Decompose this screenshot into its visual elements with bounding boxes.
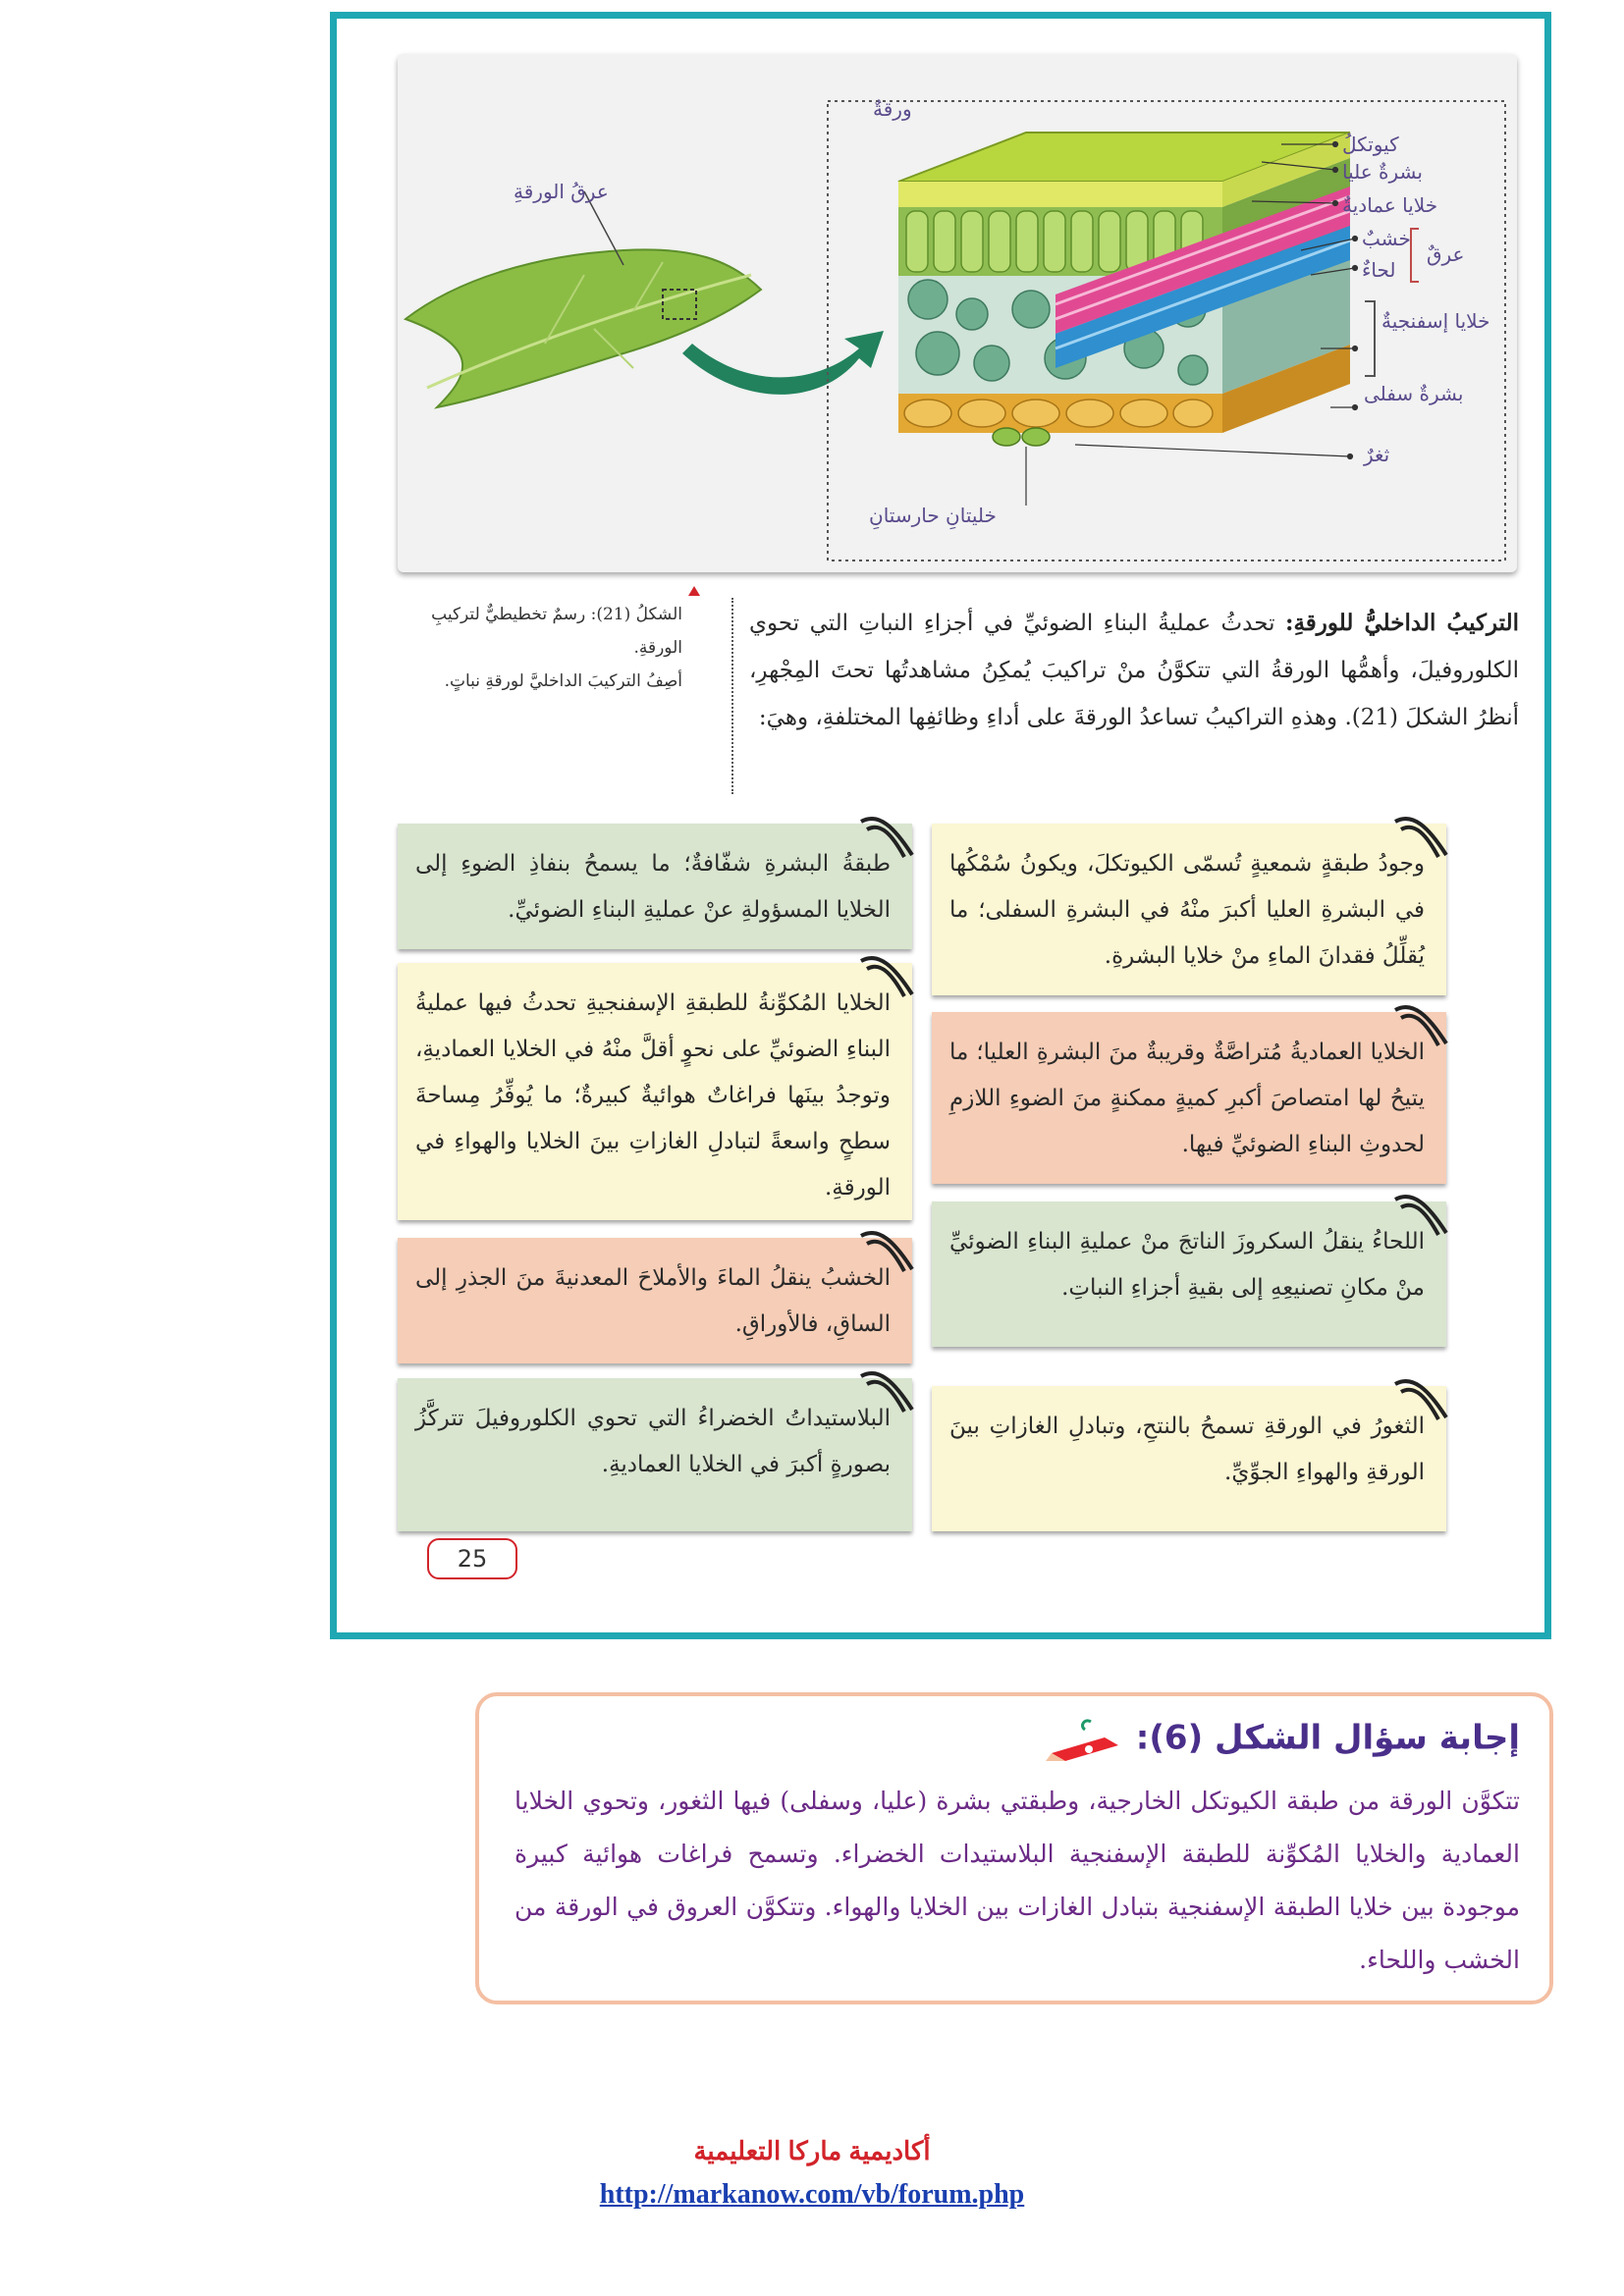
note-chloroplasts — [398, 1378, 912, 1531]
caption-marker-icon — [688, 586, 700, 596]
label-stoma: ثغرٌ — [1364, 443, 1390, 466]
paper-clip-icon — [1387, 1378, 1454, 1437]
label-guard-cells: خليتانِ حارستانِ — [869, 504, 997, 527]
note-spongy — [398, 963, 912, 1220]
footer-forum-link[interactable]: http://markanow.com/vb/forum.php — [599, 2179, 1025, 2210]
label-xylem: خشبٌ — [1362, 227, 1411, 250]
leaf-drawing — [406, 249, 761, 407]
caption-title: الشكلُ (21): رسمٌ تخطيطيٌّ لتركيبِ الورقةِ. — [431, 605, 682, 658]
label-cuticle: كيوتكلُ — [1342, 133, 1399, 156]
label-phloem: لحاءٌ — [1362, 258, 1396, 282]
label-leaf: ورقةٌ — [873, 97, 912, 121]
paper-clip-icon — [853, 955, 920, 1014]
textbook-page — [330, 12, 1551, 1639]
note-epidermis-text: طبقةُ البشرةِ شفّافةٌ؛ ما يسمحُ بنفاذِ الضوءِ إلى الخلايا المسؤولةِ عنْ عمليةِ البناءِ الضوئيِّ. — [415, 851, 891, 923]
note-phloem-text: اللحاءُ ينقلُ السكروزَ الناتجَ منْ عمليةِ البناءِ الضوئيِّ منْ مكانِ تصنيعِهِ إلى بقيةِ أجزاءِ النباتِ. — [949, 1229, 1425, 1301]
spongy-bracket — [1365, 301, 1375, 376]
intro-paragraph — [749, 600, 1519, 741]
label-palisade: خلايا عماديةٌ — [1342, 193, 1438, 217]
note-stomata-text: الثغورُ في الورقةِ تسمحُ بالنتحِ، وتبادلِ الغازاتِ بينَ الورقةِ والهواءِ الجوِّيِّ. — [949, 1414, 1425, 1485]
vein-bracket — [1411, 229, 1419, 282]
note-phloem — [932, 1201, 1446, 1347]
note-cuticle — [932, 824, 1446, 995]
caption-question: أصِفُ التركيبَ الداخليَّ لورقةِ نباتٍ. — [444, 671, 682, 691]
pencil-icon — [1046, 1716, 1124, 1763]
answer-text: تتكوَّن الورقة من طبقة الكيوتكل الخارجية، وطبقتي بشرة (عليا، وسفلى) فيها الثغور، وتحوي الخلايا العمادية والخلايا المُكوِّنة للطبقة الإسفنجية البلاستيدات الخضراء. وتسمح فراغات هوائية كبيرة موجودة بين خلايا الطبقة الإسفنجية بتبادل الغازات بين الخلايا والهواء. وتتكوَّن العروق في الورقة من الخشب واللحاء. — [514, 1787, 1521, 1974]
paper-clip-icon — [853, 816, 920, 875]
label-leaf-vein: عرقُ الورقةِ — [514, 180, 609, 203]
caption-divider — [731, 598, 733, 794]
note-stomata — [932, 1386, 1446, 1531]
note-epidermis — [398, 824, 912, 949]
answer-box — [475, 1692, 1553, 2004]
intro-text: تحدثُ عمليةُ البناءِ الضوئيِّ في أجزاءِ النباتِ التي تحوي الكلوروفيلَ، وأهمُّها الورقةُ التي تتكوَّنُ منْ تراكيبَ يُمكِنُ مشاهدتُها تحتَ المِجْهرِ، أنظرُ الشكلَ (21). وهذهِ التراكيبُ تساعدُ الورقةَ على أداءِ وظائفِها المختلفةِ، وهيَ: — [749, 611, 1519, 730]
note-palisade-text: الخلايا العماديةُ مُتراصَّةٌ وقريبةٌ منَ البشرةِ العليا؛ ما يتيحُ لها امتصاصَ أكبرِ كميةٍ ممكنةٍ منَ الضوءِ اللازمِ لحدوثِ البناءِ الضوئيِّ فيها. — [949, 1040, 1425, 1157]
leaf-cross-section — [898, 133, 1350, 446]
figure-caption — [398, 598, 682, 698]
page-number: 25 — [427, 1538, 517, 1579]
note-chloroplasts-text: البلاستيداتُ الخضراءُ التي تحوي الكلوروفيلَ تتركَّزُ بصورةٍ أكبرَ في الخلايا العماديةِ. — [415, 1406, 891, 1477]
note-xylem-text: الخشبُ ينقلُ الماءَ والأملاحَ المعدنيةَ منَ الجذرِ إلى الساقِ، فالأوراقِ. — [415, 1265, 891, 1337]
paper-clip-icon — [853, 1230, 920, 1289]
label-upper-epidermis: بشرةٌ عليا — [1342, 160, 1423, 184]
footer-academy-name: أكاديمية ماركا التعليمية — [693, 2136, 931, 2165]
label-lower-epidermis: بشرةٌ سفلى — [1364, 382, 1464, 405]
paper-clip-icon — [1387, 1004, 1454, 1063]
paper-clip-icon — [853, 1370, 920, 1429]
answer-title-text: إجابة سؤال الشكل (6): — [1135, 1718, 1520, 1758]
zoom-arrow — [682, 331, 884, 395]
answer-title — [1046, 1716, 1520, 1763]
label-spongy: خلايا إسفنجيةٌ — [1381, 309, 1490, 333]
note-xylem — [398, 1238, 912, 1363]
note-spongy-text: الخلايا المُكوِّنةُ للطبقةِ الإسفنجيةِ تحدثُ فيها عمليةُ البناءِ الضوئيِّ على نحوٍ أقلَّ منْهُ في الخلايا العماديةِ، وتوجدُ بينَها فراغاتٌ هوائيةٌ كبيرةٌ؛ ما يُوفِّرُ مِساحةَ سطحٍ واسعةً لتبادلِ الغازاتِ بينَ الخلايا والهواءِ في الورقةِ. — [415, 990, 891, 1201]
label-vein: عرقٌ — [1427, 242, 1465, 266]
leaf-structure-figure — [398, 54, 1517, 572]
paper-clip-icon — [1387, 816, 1454, 875]
note-palisade — [932, 1012, 1446, 1184]
paper-clip-icon — [1387, 1194, 1454, 1253]
note-cuticle-text: وجودُ طبقةٍ شمعيةٍ تُسمّى الكيوتكلَ، ويكونُ سُمْكُها في البشرةِ العليا أكبرَ منْهُ في البشرةِ السفلى؛ ما يُقلِّلُ فقدانَ الماءِ منْ خلايا البشرةِ. — [949, 851, 1425, 969]
intro-heading: التركيبُ الداخليُّ للورقةِ: — [1284, 610, 1520, 636]
